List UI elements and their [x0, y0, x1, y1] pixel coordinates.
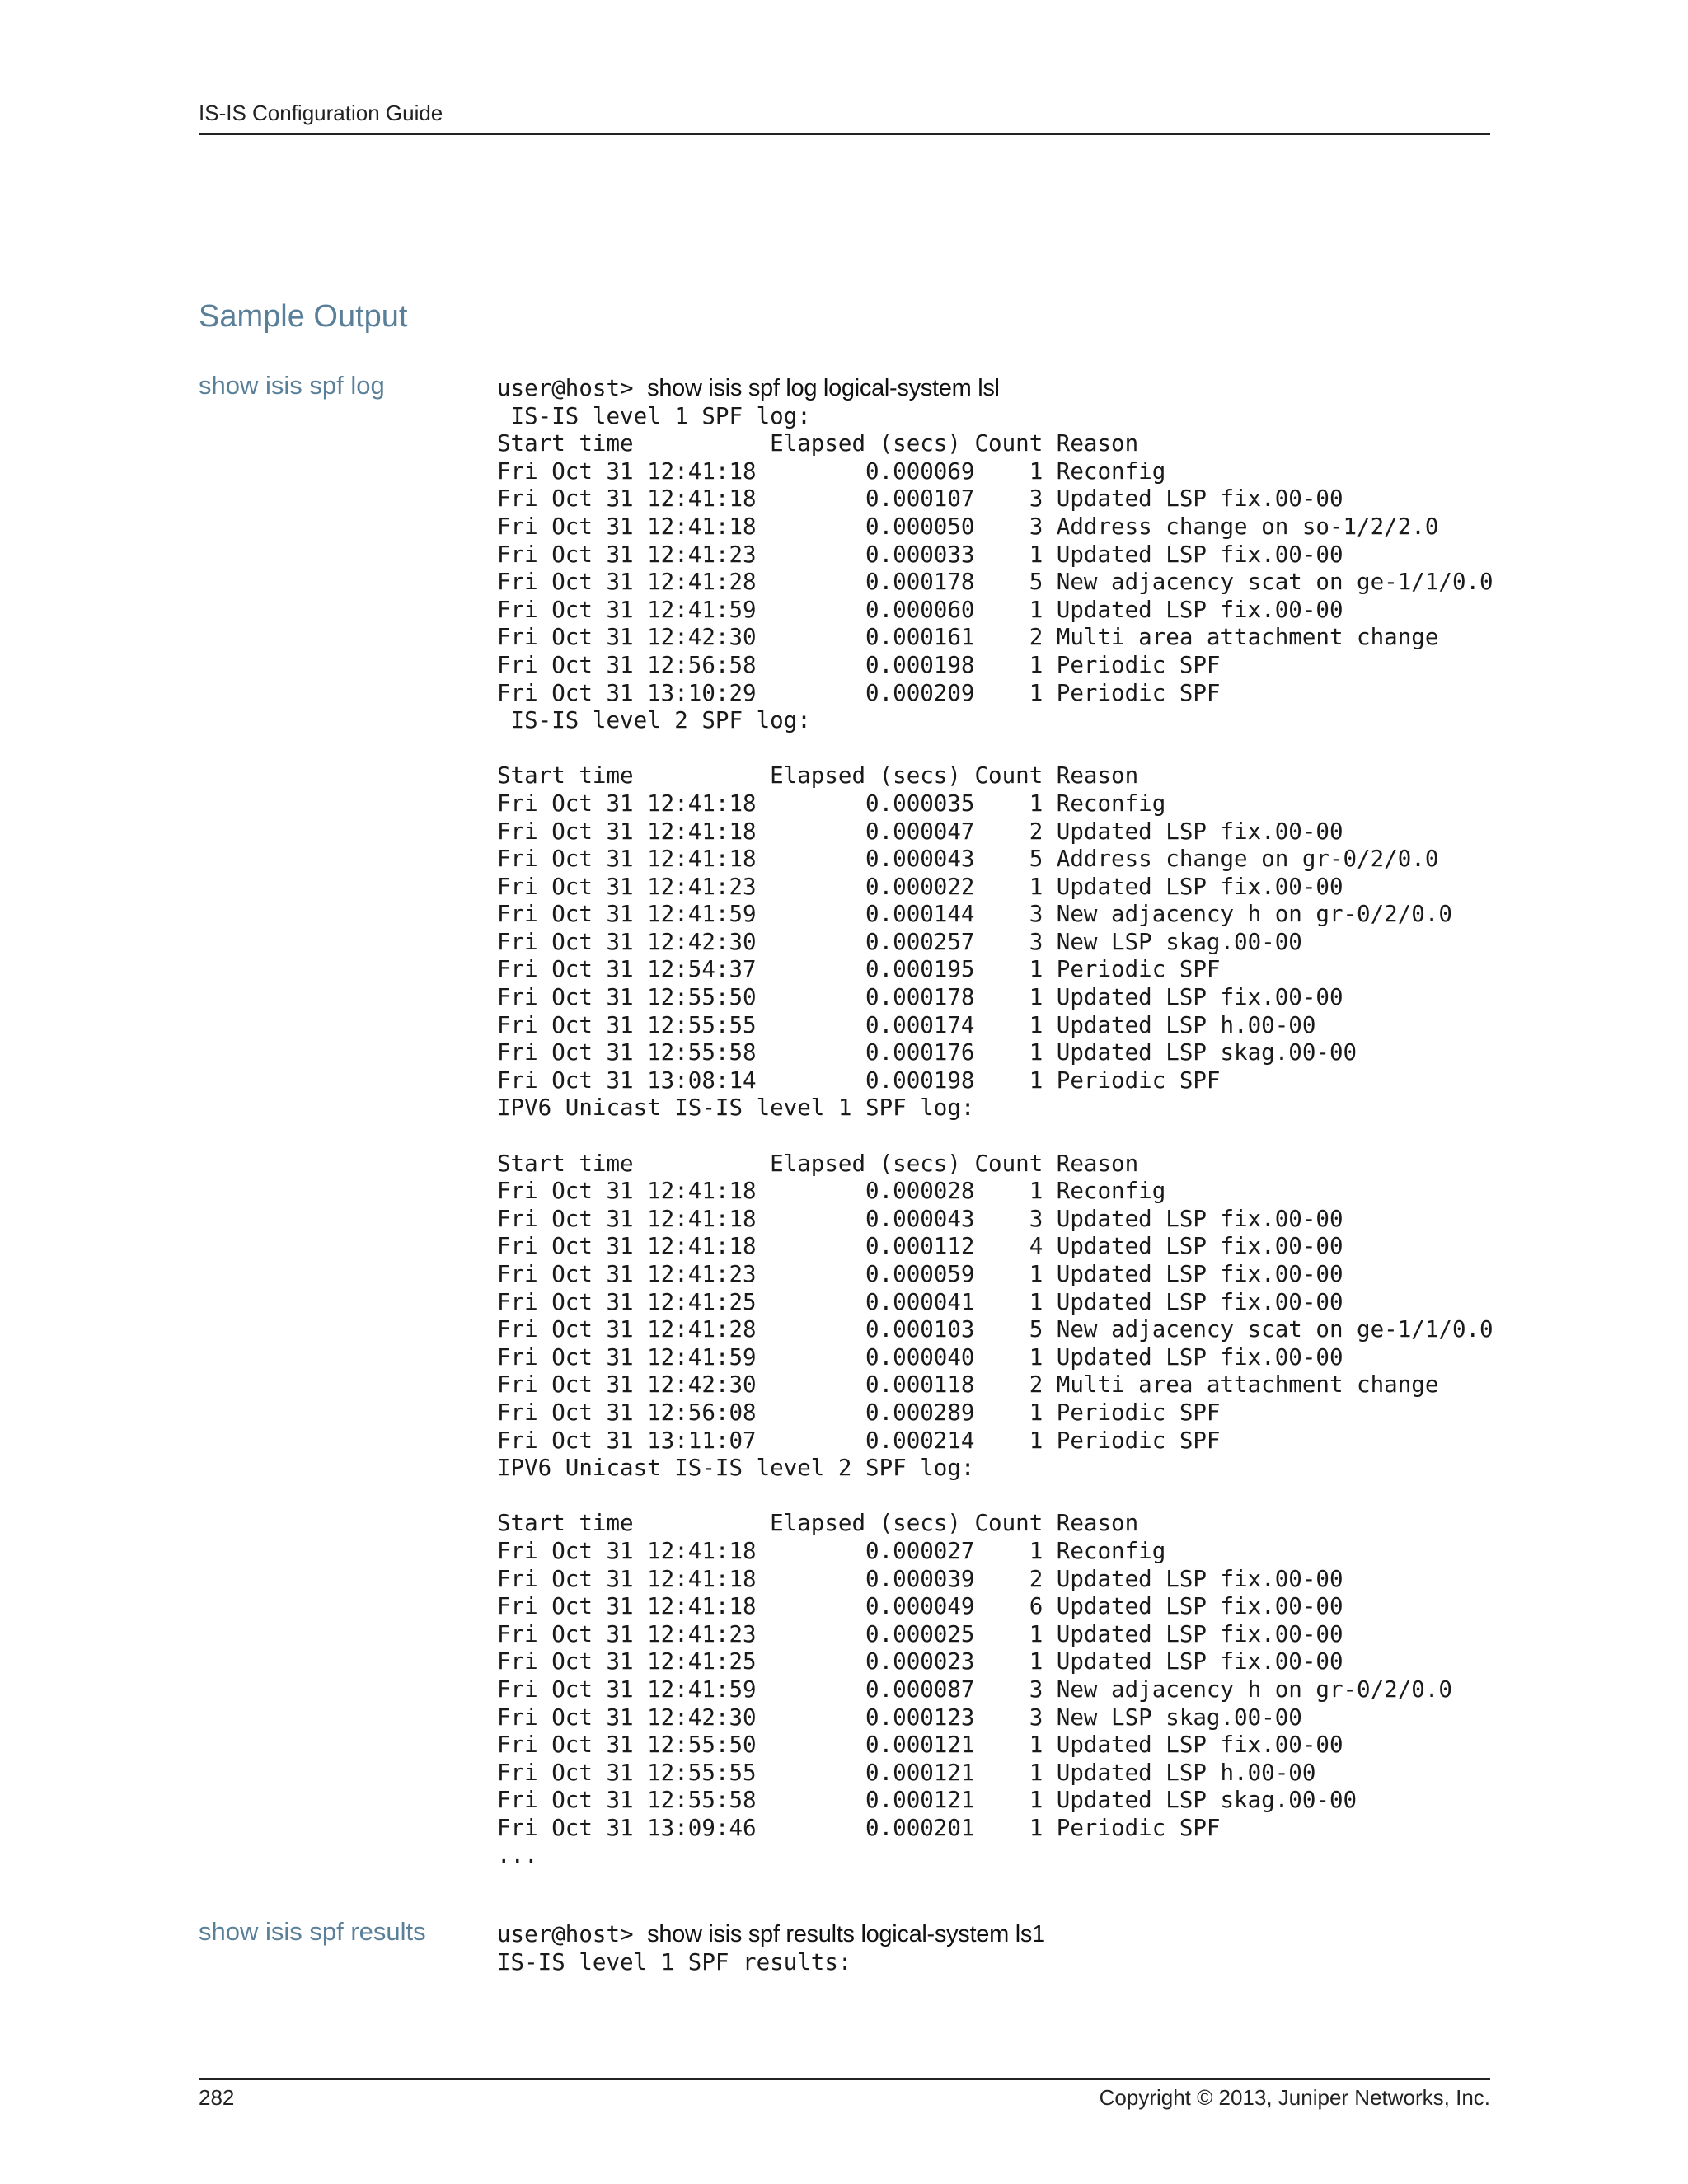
copyright-notice: Copyright © 2013, Juniper Networks, Inc. [1099, 2085, 1490, 2110]
cli-prompt: user@host> [497, 1921, 648, 1947]
example-label-spf-results: show isis spf results [199, 1917, 426, 1946]
page-header-title: IS-IS Configuration Guide [199, 101, 443, 125]
code-block-spf-results [497, 1921, 1045, 1976]
page-header-rule [199, 133, 1490, 135]
cli-output: IS-IS level 1 SPF log: Start time Elapsed (secs) Count Reason Fri Oct 31 12:41:18 0.000069 1 Reconfig Fri Oct 31 12:41:18 0.000107 3 Updated LSP fix.00-00 Fri Oct 31 12:41:18 0.000050 3 Address change on so-1/2/2.0 Fri Oct 31 12:41:23 0.000033 1 Updated LSP fix.00-00 Fri Oct 31 12:41:28 0.000178 5 New adjacency scat on ge-1/1/0.0 Fri Oct 31 12:41:59 0.000060 1 Updated LSP fix.00-00 Fri Oct 31 12:42:30 0.000161 2 Multi area attachment change Fri Oct 31 12:56:58 0.000198 1 Periodic SPF Fri Oct 31 13:10:29 0.000209 1 Periodic SPF IS-IS level 2 SPF log: Start time Elapsed (secs) Count Reason Fri Oct 31 12:41:18 0.000035 1 Reconfig Fri Oct 31 12:41:18 0.000047 2 Updated LSP fix.00-00 Fri Oct 31 12:41:18 0.000043 5 Address change on gr-0/2/0.0 Fri Oct 31 12:41:23 0.000022 1 Updated LSP fix.00-00 Fri Oct 31 12:41:59 0.000144 3 New adjacency h on gr-0/2/0.0 Fri Oct 31 12:42:30 0.000257 3 New LSP skag.00-00 Fri Oct 31 12:54:37 0.000195 1 Periodic SPF Fri Oct 31 12:55:50 0.000178 1 Updated LSP fix.00-00 Fri Oct 31 12:55:55 0.000174 1 Updated LSP h.00-00 Fri Oct 31 12:55:58 0.000176 1 Updated LSP skag.00-00 Fri Oct 31 13:08:14 0.000198 1 Periodic SPF IPV6 Unicast IS-IS level 1 SPF log: Start time Elapsed (secs) Count Reason Fri Oct 31 12:41:18 0.000028 1 Reconfig Fri Oct 31 12:41:18 0.000043 3 Updated LSP fix.00-00 Fri Oct 31 12:41:18 0.000112 4 Updated LSP fix.00-00 Fri Oct 31 12:41:23 0.000059 1 Updated LSP fix.00-00 Fri Oct 31 12:41:25 0.000041 1 Updated LSP fix.00-00 Fri Oct 31 12:41:28 0.000103 5 New adjacency scat on ge-1/1/0.0 Fri Oct 31 12:41:59 0.000040 1 Updated LSP fix.00-00 Fri Oct 31 12:42:30 0.000118 2 Multi area attachment change Fri Oct 31 12:56:08 0.000289 1 Periodic SPF Fri Oct 31 13:11:07 0.000214 1 Periodic SPF IPV6 Unicast IS-IS level 2 SPF log: Start time Elapsed (secs) Count Reason Fri Oct 31 12:41:18 0.000027 1 Reconfig Fri Oct 31 12:41:18 0.000039 2 Updated LSP fix.00-00 Fri Oct 31 12:41:18 0.000049 6 Updated LSP fix.00-00 Fri Oct 31 12:41:23 0.000025 1 Updated LSP fix.00-00 Fri Oct 31 12:41:25 0.000023 1 Updated LSP fix.00-00 Fri Oct 31 12:41:59 0.000087 3 New adjacency h on gr-0/2/0.0 Fri Oct 31 12:42:30 0.000123 3 New LSP skag.00-00 Fri Oct 31 12:55:50 0.000121 1 Updated LSP fix.00-00 Fri Oct 31 12:55:55 0.000121 1 Updated LSP h.00-00 Fri Oct 31 12:55:58 0.000121 1 Updated LSP skag.00-00 Fri Oct 31 13:09:46 0.000201 1 Periodic SPF ... [497, 402, 1493, 1869]
prompt-line [497, 375, 1493, 403]
cli-command: show isis spf results logical-system ls1 [647, 1921, 1045, 1947]
page-number: 282 [199, 2085, 235, 2110]
section-heading: Sample Output [199, 299, 408, 334]
cli-prompt: user@host> [497, 375, 648, 401]
cli-output: IS-IS level 1 SPF results: [497, 1948, 852, 1975]
prompt-line [497, 1921, 1045, 1949]
page-footer-rule [199, 2078, 1490, 2080]
code-block-spf-log [497, 375, 1493, 1870]
example-label-spf-log: show isis spf log [199, 371, 385, 400]
cli-command: show isis spf log logical-system lsl [647, 375, 1000, 401]
